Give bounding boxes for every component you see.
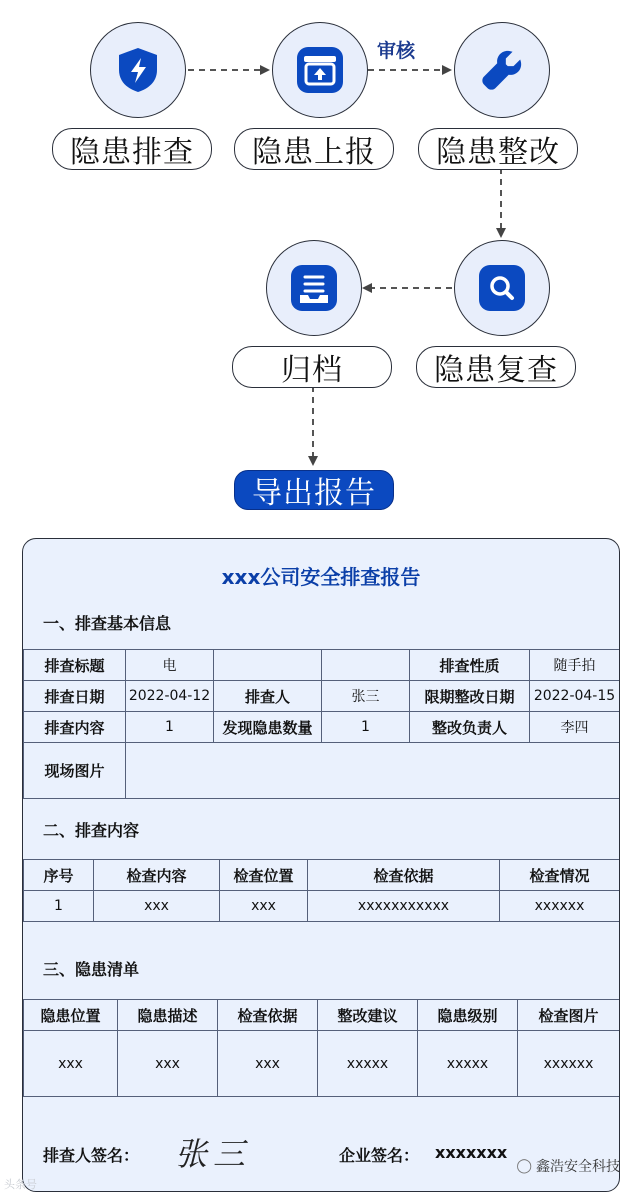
step-report-label: 隐患上报 <box>234 128 394 170</box>
cell-label: 排查人 <box>214 681 322 712</box>
cell-label: 现场图片 <box>24 743 126 799</box>
cell-label: 整改负责人 <box>410 712 530 743</box>
section-hazards-heading: 三、隐患清单 <box>43 960 140 979</box>
section-basic-info-heading: 一、排查基本信息 <box>43 614 172 633</box>
column-header: 检查依据 <box>218 1000 318 1031</box>
company-signature-label: 企业签名： <box>339 1146 420 1165</box>
step-report-node <box>272 22 368 118</box>
table-cell: xxxxxxxxxxx <box>308 891 500 922</box>
section-content-heading: 二、排查内容 <box>43 821 140 840</box>
column-header: 检查内容 <box>94 860 220 891</box>
table-cell: xxx <box>94 891 220 922</box>
step-archive-node <box>266 240 362 336</box>
inspector-signature-label: 排查人签名： <box>43 1146 140 1165</box>
table-cell: xxx <box>24 1031 118 1097</box>
table-row <box>24 1031 620 1097</box>
hazard-list-table <box>23 999 620 1097</box>
table-row <box>24 712 620 743</box>
column-header: 检查情况 <box>500 860 620 891</box>
table-cell: xxxxxx <box>518 1031 620 1097</box>
safety-report-card <box>22 538 620 1192</box>
column-header: 隐患级别 <box>418 1000 518 1031</box>
table-row <box>24 891 620 922</box>
cell-value: 李四 <box>530 712 620 743</box>
shield-lightning-icon <box>115 47 161 93</box>
table-row <box>24 681 620 712</box>
step-archive-label: 归档 <box>232 346 392 388</box>
inspector-signature: 张三 <box>175 1135 252 1173</box>
cell-value: 1 <box>126 712 214 743</box>
table-header-row <box>24 1000 620 1031</box>
watermark-source: 头条号 <box>4 1178 37 1191</box>
column-header: 序号 <box>24 860 94 891</box>
cell-value: 2022-04-12 <box>126 681 214 712</box>
step-inspect-node <box>90 22 186 118</box>
cell-value: 电 <box>126 650 214 681</box>
report-title: xxx公司安全排查报告 <box>221 565 421 589</box>
cell-value: 随手拍 <box>530 650 620 681</box>
cell-value: 1 <box>322 712 410 743</box>
table-cell: xxx <box>218 1031 318 1097</box>
watermark-brand-text: 鑫浩安全科技 <box>536 1159 620 1175</box>
table-cell: xxx <box>118 1031 218 1097</box>
cell-label: 排查日期 <box>24 681 126 712</box>
table-row <box>24 650 620 681</box>
table-header-row <box>24 860 620 891</box>
table-row <box>24 743 620 799</box>
column-header: 检查依据 <box>308 860 500 891</box>
cell-label: 排查内容 <box>24 712 126 743</box>
cell-value: 2022-04-15 <box>530 681 620 712</box>
cell-label: 排查标题 <box>24 650 126 681</box>
edge-label-review: 审核 <box>377 40 416 62</box>
table-cell: 1 <box>24 891 94 922</box>
search-document-icon <box>479 265 525 311</box>
table-cell: xxx <box>220 891 308 922</box>
cell-empty <box>322 650 410 681</box>
step-recheck-label: 隐患复查 <box>416 346 576 388</box>
table-cell: xxxxx <box>418 1031 518 1097</box>
column-header: 整改建议 <box>318 1000 418 1031</box>
cell-label: 限期整改日期 <box>410 681 530 712</box>
cell-label: 排查性质 <box>410 650 530 681</box>
wechat-icon: ◯ <box>516 1158 532 1174</box>
column-header: 隐患描述 <box>118 1000 218 1031</box>
upload-box-icon <box>297 47 343 93</box>
cell-value: 张三 <box>322 681 410 712</box>
column-header: 检查位置 <box>220 860 308 891</box>
column-header: 检查图片 <box>518 1000 620 1031</box>
step-rectify-label: 隐患整改 <box>418 128 578 170</box>
step-recheck-node <box>454 240 550 336</box>
watermark-brand <box>516 1156 620 1176</box>
company-signature-value: xxxxxxx <box>435 1143 508 1162</box>
basic-info-table <box>23 649 620 799</box>
cell-empty <box>214 650 322 681</box>
archive-tray-icon <box>291 265 337 311</box>
cell-label: 发现隐患数量 <box>214 712 322 743</box>
table-cell: xxxxx <box>318 1031 418 1097</box>
step-inspect-label: 隐患排查 <box>52 128 212 170</box>
inspection-content-table <box>23 859 620 922</box>
wrench-icon <box>479 47 525 93</box>
column-header: 隐患位置 <box>24 1000 118 1031</box>
table-cell: xxxxxx <box>500 891 620 922</box>
site-photo-cell <box>126 743 620 799</box>
export-report-button[interactable]: 导出报告 <box>234 470 394 510</box>
step-rectify-node <box>454 22 550 118</box>
